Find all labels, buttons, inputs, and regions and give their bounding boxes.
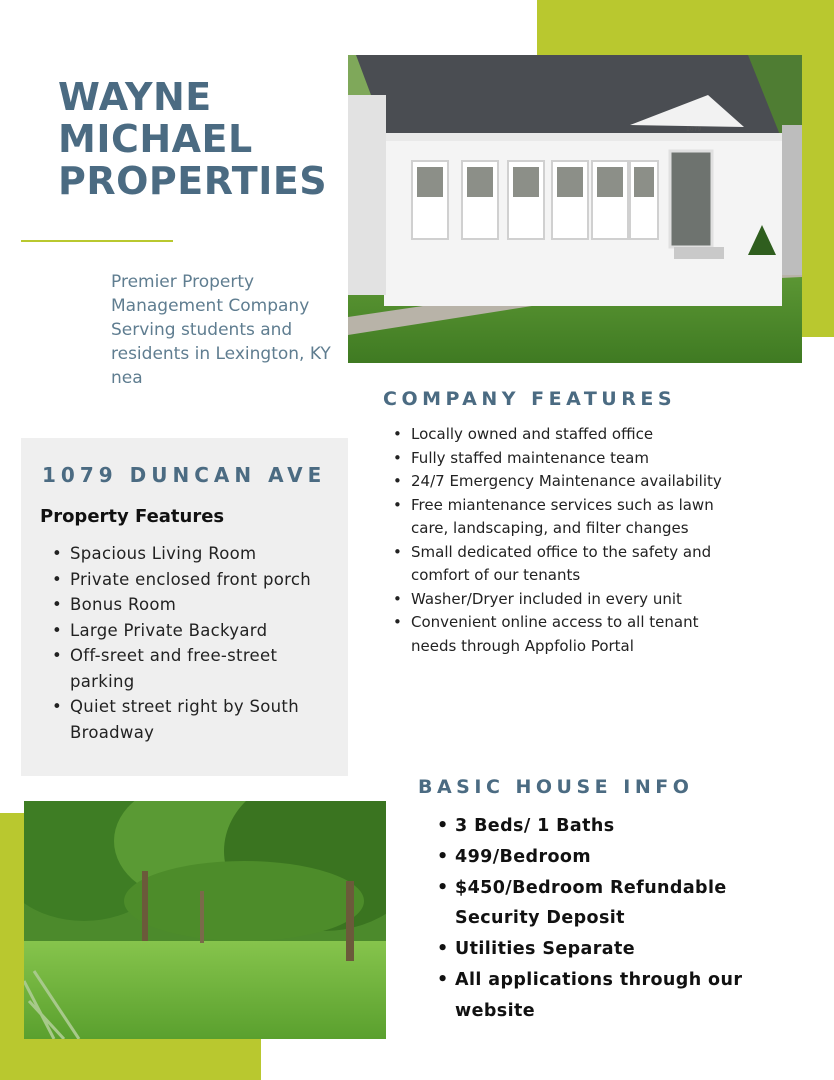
title-line: MICHAEL (58, 117, 253, 161)
list-item: • Utilities Separate (455, 934, 785, 965)
accent-block-right (802, 0, 834, 337)
title-line: WAYNE (58, 75, 212, 119)
property-features-heading: Property Features (40, 506, 225, 527)
house-number-plate: 1079 (686, 126, 702, 133)
property-features-list (70, 541, 340, 745)
backyard-photo (24, 801, 386, 1039)
list-item: • 3 Beds/ 1 Baths (455, 811, 785, 842)
house-photo (348, 55, 802, 363)
basic-house-info-heading: BASIC HOUSE INFO (418, 776, 694, 798)
list-item: • Fully staffed maintenance team (411, 447, 736, 471)
list-item: • 24/7 Emergency Maintenance availability (411, 470, 736, 494)
list-item: • 499/Bedroom (455, 842, 785, 873)
list-item: • Off-sreet and free-street parking (70, 643, 340, 694)
list-item: • Free miantenance services such as lawn care, landscaping, and filter changes (411, 494, 736, 541)
company-tagline: Premier Property Management Company Serving students and residents in Lexington, KY nea (111, 272, 331, 388)
company-title (58, 76, 327, 202)
list-item: • Spacious Living Room (70, 541, 340, 567)
list-item: • Large Private Backyard (70, 618, 340, 644)
title-line: PROPERTIES (58, 159, 328, 203)
property-address: 1079 DUNCAN AVE (42, 463, 327, 487)
basic-house-info-list (455, 811, 785, 1027)
list-item: • All applications through our website (455, 965, 785, 1027)
list-item: • Private enclosed front porch (70, 567, 340, 593)
company-features-list (411, 423, 736, 658)
list-item: • Bonus Room (70, 592, 340, 618)
list-item: • $450/Bedroom Refundable Security Deposit (455, 873, 785, 935)
company-features-heading: COMPANY FEATURES (383, 388, 677, 410)
list-item: • Small dedicated office to the safety and comfort of our tenants (411, 541, 736, 588)
list-item: • Washer/Dryer included in every unit (411, 588, 736, 612)
list-item: • Locally owned and staffed office (411, 423, 736, 447)
accent-block-top-right (537, 0, 834, 56)
accent-block-bottom-left (0, 1038, 261, 1080)
title-divider (21, 240, 173, 242)
list-item: • Quiet street right by South Broadway (70, 694, 340, 745)
list-item: • Convenient online access to all tenant needs through Appfolio Portal (411, 611, 736, 658)
